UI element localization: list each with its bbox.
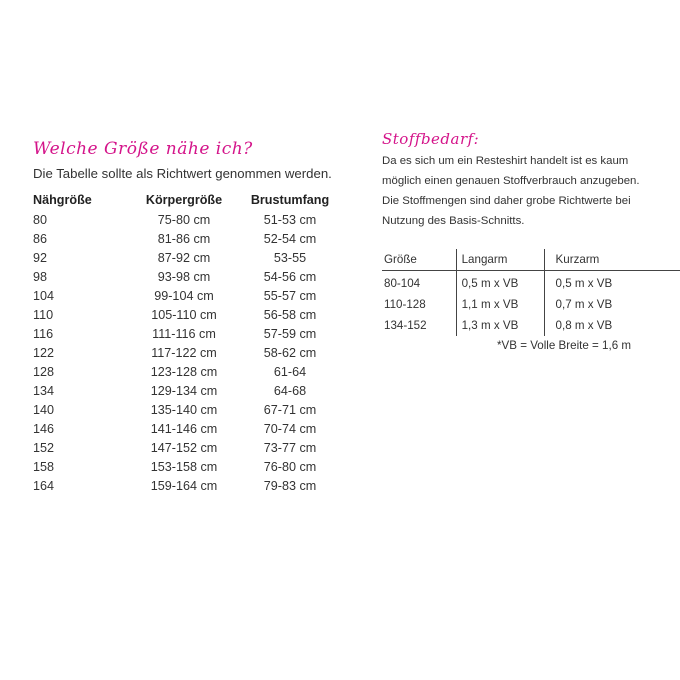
table-cell: 0,7 m x VB [544, 294, 680, 315]
header-koerpergroesse: Körpergröße [145, 193, 223, 207]
header-groesse: Größe [382, 249, 456, 271]
size-table-header-row [33, 190, 340, 210]
size-table-row [33, 381, 340, 400]
fabric-table [382, 249, 680, 336]
table-cell: 105-110 cm [151, 307, 217, 322]
table-cell: 129-134 cm [150, 383, 218, 398]
table-cell: 64-68 [273, 383, 307, 398]
table-cell: 75-80 cm [157, 212, 211, 227]
fabric-table-row [382, 271, 680, 295]
size-chart-title: Welche Größe nähe ich? [33, 139, 253, 159]
table-cell: 86 [33, 231, 48, 246]
header-naehgroesse: Nähgröße [33, 193, 92, 207]
fabric-table-row [382, 315, 680, 336]
fabric-text-line: Nutzung des Basis-Schnitts. [382, 215, 525, 227]
table-cell: 0,8 m x VB [544, 315, 680, 336]
table-cell: 57-59 cm [263, 326, 317, 341]
table-cell: 73-77 cm [263, 440, 317, 455]
fabric-text-line: Die Stoffmengen sind daher grobe Richtwerte bei [382, 195, 631, 207]
table-cell: 164 [33, 478, 55, 493]
table-cell: 146 [33, 421, 55, 436]
table-cell: 93-98 cm [157, 269, 211, 284]
header-kurzarm: Kurzarm [544, 249, 680, 271]
table-cell: 0,5 m x VB [544, 271, 680, 295]
table-cell: 99-104 cm [154, 288, 214, 303]
table-cell: 53-55 [273, 250, 307, 265]
size-table-row [33, 457, 340, 476]
table-cell: 158 [33, 459, 55, 474]
table-cell: 117-122 cm [151, 345, 217, 360]
table-cell: 153-158 cm [150, 459, 218, 474]
table-cell: 110-128 [384, 298, 426, 311]
table-cell: 128 [33, 364, 55, 379]
fabric-table-body [382, 271, 680, 337]
table-cell: 58-62 cm [263, 345, 317, 360]
size-table-row [33, 248, 340, 267]
table-cell: 111-116 cm [152, 326, 216, 341]
table-cell: 147-152 cm [150, 440, 218, 455]
table-cell: 52-54 cm [263, 231, 317, 246]
table-cell: 1,3 m x VB [456, 315, 544, 336]
fabric-title: Stoffbedarf: [382, 130, 480, 148]
table-cell: 98 [33, 269, 48, 284]
table-cell: 122 [33, 345, 55, 360]
table-cell: 110 [33, 307, 54, 322]
size-chart-subtitle: Die Tabelle sollte als Richtwert genommen werden. [33, 166, 332, 181]
size-table [33, 190, 340, 495]
size-table-row [33, 362, 340, 381]
table-cell: 141-146 cm [150, 421, 218, 436]
table-cell: 140 [33, 402, 55, 417]
size-table-row [33, 400, 340, 419]
size-table-row [33, 438, 340, 457]
table-cell: 79-83 cm [263, 478, 317, 493]
table-cell: 56-58 cm [263, 307, 317, 322]
table-cell: 87-92 cm [157, 250, 211, 265]
size-table-row [33, 286, 340, 305]
table-cell: 51-53 cm [263, 212, 317, 227]
table-cell: 55-57 cm [263, 288, 317, 303]
table-cell: 61-64 [273, 364, 307, 379]
fabric-note: *VB = Volle Breite = 1,6 m [497, 339, 632, 352]
table-cell: 92 [33, 250, 48, 265]
table-cell: 80 [33, 212, 48, 227]
size-table-row [33, 419, 340, 438]
size-table-row [33, 324, 340, 343]
table-cell: 0,5 m x VB [456, 271, 544, 295]
table-cell: 104 [33, 288, 55, 303]
fabric-text-line: möglich einen genauen Stoffverbrauch anzugeben. [382, 175, 640, 187]
table-cell: 134-152 [384, 319, 427, 332]
size-table-row [33, 305, 340, 324]
fabric-table-row [382, 294, 680, 315]
size-table-row [33, 210, 340, 229]
fabric-table-header-row [382, 249, 680, 271]
size-table-row [33, 343, 340, 362]
fabric-text-line: Da es sich um ein Resteshirt handelt ist es kaum [382, 155, 629, 167]
table-cell: 134 [33, 383, 55, 398]
table-cell: 81-86 cm [157, 231, 211, 246]
size-table-row [33, 476, 340, 495]
table-cell: 159-164 cm [150, 478, 218, 493]
size-table-body [33, 210, 340, 495]
table-cell: 123-128 cm [150, 364, 218, 379]
table-cell: 135-140 cm [150, 402, 218, 417]
table-cell: 76-80 cm [263, 459, 317, 474]
table-cell: 80-104 [384, 277, 421, 290]
table-cell: 152 [33, 440, 55, 455]
table-cell: 67-71 cm [263, 402, 317, 417]
table-cell: 1,1 m x VB [456, 294, 544, 315]
table-cell: 54-56 cm [263, 269, 317, 284]
size-table-row [33, 229, 340, 248]
table-cell: 116 [33, 326, 54, 341]
table-cell: 70-74 cm [263, 421, 317, 436]
header-langarm: Langarm [456, 249, 544, 271]
header-brustumfang: Brustumfang [250, 193, 330, 207]
size-table-row [33, 267, 340, 286]
